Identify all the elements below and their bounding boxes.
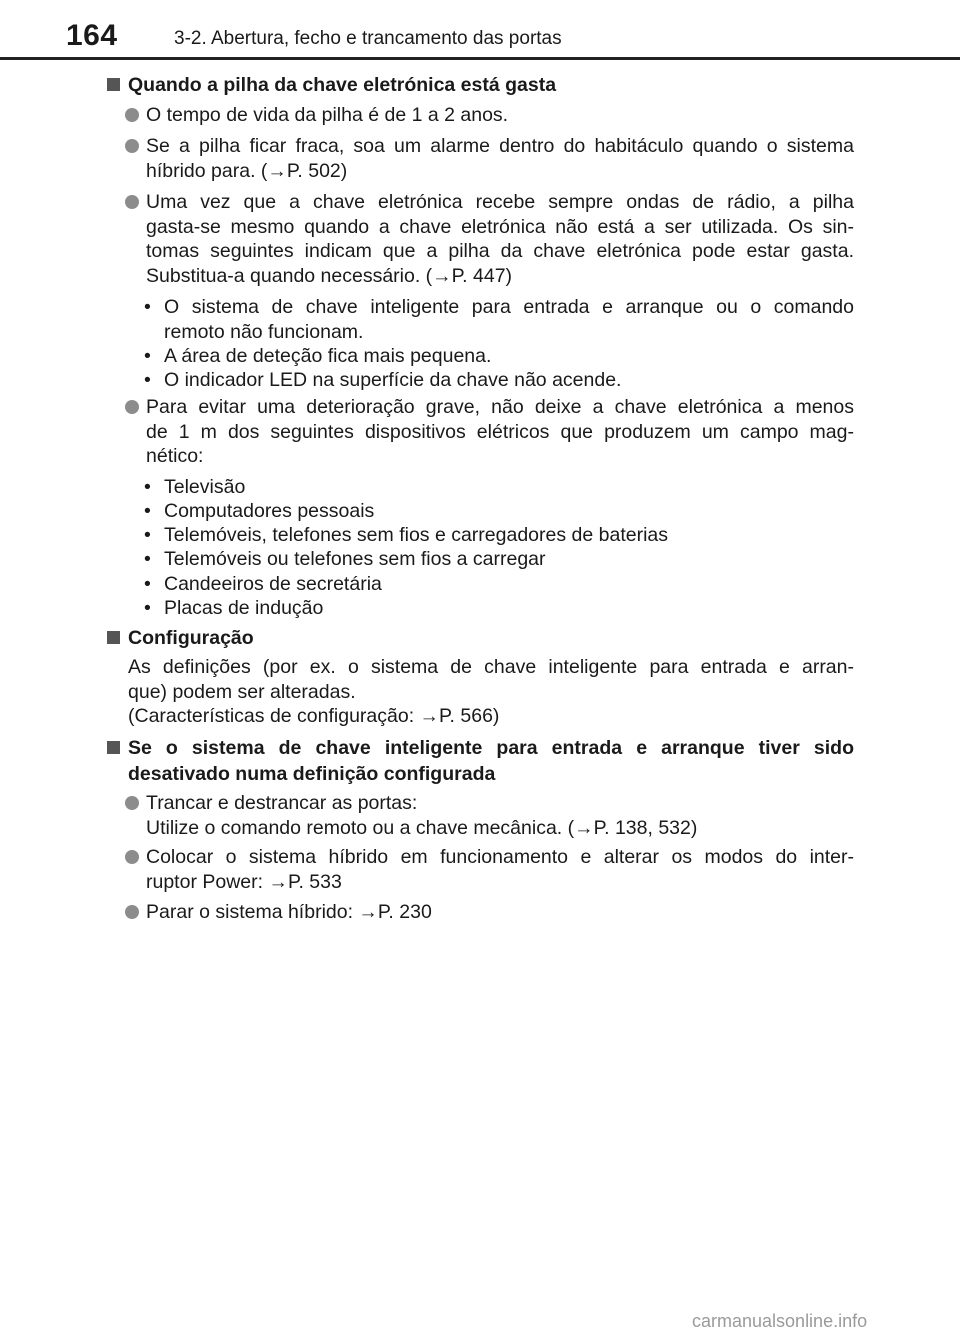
page-number: 164 <box>66 19 118 52</box>
small-bullet-icon: • <box>144 573 151 595</box>
small-bullet-icon: • <box>144 369 151 391</box>
paragraph-config: As definições (por ex. o sistema de chave inteligente para entrada e arran- que) podem ser alteradas. (Características de configuração: →P. 566) <box>128 656 854 728</box>
small-bullet-icon: • <box>144 548 151 570</box>
list-item-device: • Televisão <box>144 476 246 498</box>
small-bullet-icon: • <box>144 345 151 367</box>
list-item-symptom: • O indicador LED na superfície da chave não acende. <box>144 369 622 391</box>
bullet-weak-battery: Se a pilha ficar fraca, soa um alarme dentro do habitáculo quando o sistema híbrido para. (→P. 502) <box>146 134 854 183</box>
circle-bullet-icon <box>125 796 139 810</box>
small-bullet-icon: • <box>144 597 151 619</box>
bullet-radio-waves: Uma vez que a chave eletrónica recebe sempre ondas de rádio, a pilha gasta-se mesmo quando a chave eletrónica não está a ser utilizada. Os sin- tomas seguintes indicam que a pilha da chave eletrónica pode estar gasta. Substitua-a quando necessário. (→P. 447) <box>146 190 854 288</box>
square-bullet-icon <box>107 631 120 644</box>
bullet-deterioration: Para evitar uma deterioração grave, não deixe a chave eletrónica a menos de 1 m dos seguintes dispositivos elétricos que produzem um campo mag- nético: <box>146 395 854 469</box>
small-bullet-icon: • <box>144 296 151 318</box>
square-bullet-icon <box>107 78 120 91</box>
small-bullet-icon: • <box>144 476 151 498</box>
list-item-device: • Telemóveis ou telefones sem fios a carregar <box>144 548 546 570</box>
watermark: carmanualsonline.info <box>692 1311 868 1331</box>
bullet-start-hybrid: Colocar o sistema híbrido em funcionamento e alterar os modos do inter- ruptor Power: →P. 533 <box>146 845 854 894</box>
list-item-device: • Placas de indução <box>144 597 324 619</box>
circle-bullet-icon <box>125 850 139 864</box>
section-title: 3-2. Abertura, fecho e trancamento das portas <box>174 28 562 49</box>
heading-battery: Quando a pilha da chave eletrónica está gasta <box>128 72 854 98</box>
list-item-device: • Candeeiros de secretária <box>144 573 382 595</box>
header-rule <box>0 57 960 60</box>
circle-bullet-icon <box>125 195 139 209</box>
heading-disabled-system: Se o sistema de chave inteligente para entrada e arranque tiver sido desativado numa definição configurada <box>128 735 854 787</box>
list-item-device: • Computadores pessoais <box>144 500 375 522</box>
list-item-symptom: • O sistema de chave inteligente para entrada e arranque ou o comando remoto não funcionam. <box>144 296 854 343</box>
bullet-stop-hybrid: Parar o sistema híbrido: →P. 230 <box>146 900 854 925</box>
circle-bullet-icon <box>125 905 139 919</box>
list-item-symptom: • A área de deteção fica mais pequena. <box>144 345 492 367</box>
small-bullet-icon: • <box>144 524 151 546</box>
square-bullet-icon <box>107 741 120 754</box>
list-item-device: • Telemóveis, telefones sem fios e carregadores de baterias <box>144 524 669 546</box>
heading-config: Configuração <box>128 625 854 651</box>
circle-bullet-icon <box>125 108 139 122</box>
circle-bullet-icon <box>125 139 139 153</box>
circle-bullet-icon <box>125 400 139 414</box>
bullet-battery-life: O tempo de vida da pilha é de 1 a 2 anos. <box>146 103 854 128</box>
small-bullet-icon: • <box>144 500 151 522</box>
bullet-lock-unlock: Trancar e destrancar as portas: Utilize o comando remoto ou a chave mecânica. (→P. 138, 532) <box>146 791 854 840</box>
